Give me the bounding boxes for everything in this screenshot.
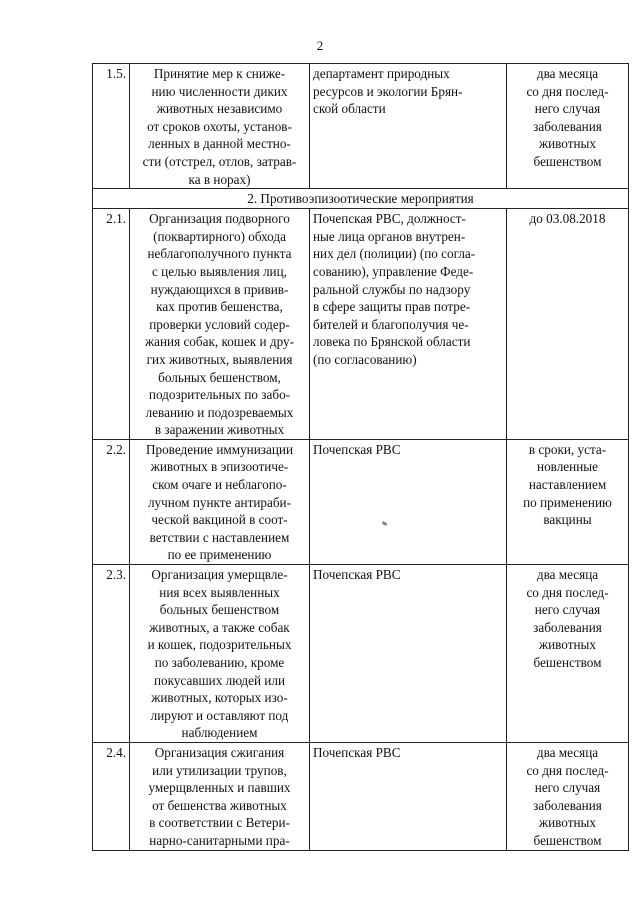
section-title: 2. Противоэпизоотические мероприятия [93, 189, 629, 209]
measure-description: Проведение иммунизации животных в эпизоотиче- ском очаге и неблагопо- лучном пункте антираби- ческой вакциной в соот- ветствии с наставлением по ее применению [130, 439, 310, 564]
responsible-party: Почепская РВС, должност- ные лица органов внутрен- них дел (полиции) (по согла- сованию), управление Феде- ральной службы по надзору в сфере защиты прав потре- бителей и благополучия че- ловека по Брянской области (по согласованию) [310, 209, 507, 440]
measure-description: Организация подворного (поквартирного) обхода неблагополучного пункта с целью выявления лиц, нуждающихся в привив- ках против бешенства, проверки условий содер- жания собак, кошек и дру- гих животных, выявления больных бешенством, подозрительных по забо- леванию и подозреваемых в заражении животных [130, 209, 310, 440]
deadline: в сроки, уста- новленные наставлением по применению вакцины [507, 439, 629, 564]
deadline: два месяца со дня послед- него случая заболевания животных бешенством [507, 565, 629, 743]
row-number: 2.2. [93, 439, 130, 564]
page-number: 2 [316, 38, 324, 53]
responsible-party: Почепская РВС [310, 439, 507, 564]
measure-description: Организация сжигания или утилизации трупов, умерщвленных и павших от бешенства животных в соответствии с Ветери- нарно-санитарными пра- [130, 742, 310, 850]
measure-description: Принятие мер к сниже- нию численности диких животных независимо от сроков охоты, установ- ленных в данной местно- сти (отстрел, отлов, затрав- ка в норах) [130, 64, 310, 189]
table-row [93, 209, 629, 440]
table-row [93, 439, 629, 564]
deadline: два месяца со дня послед- него случая заболевания животных бешенством [507, 742, 629, 850]
row-number: 2.1. [93, 209, 130, 440]
table-row [93, 742, 629, 850]
deadline: два месяца со дня послед- него случая заболевания животных бешенством [507, 64, 629, 189]
row-number: 1.5. [93, 64, 130, 189]
table-row [93, 565, 629, 743]
row-number: 2.4. [93, 742, 130, 850]
row-number: 2.3. [93, 565, 130, 743]
measures-table [92, 63, 629, 851]
table-row [93, 64, 629, 189]
section-header-row [93, 189, 629, 209]
responsible-party: Почепская РВС [310, 565, 507, 743]
measure-description: Организация умерщвле- ния всех выявленных больных бешенством животных, а также собак и кошек, подозрительных по заболеванию, кроме покусавших людей или животных, которых изо- лируют и оставляют под наблюдением [130, 565, 310, 743]
responsible-party: Почепская РВС [310, 742, 507, 850]
responsible-party: департамент природных ресурсов и экологии Брян- ской области [310, 64, 507, 189]
deadline: до 03.08.2018 [507, 209, 629, 440]
